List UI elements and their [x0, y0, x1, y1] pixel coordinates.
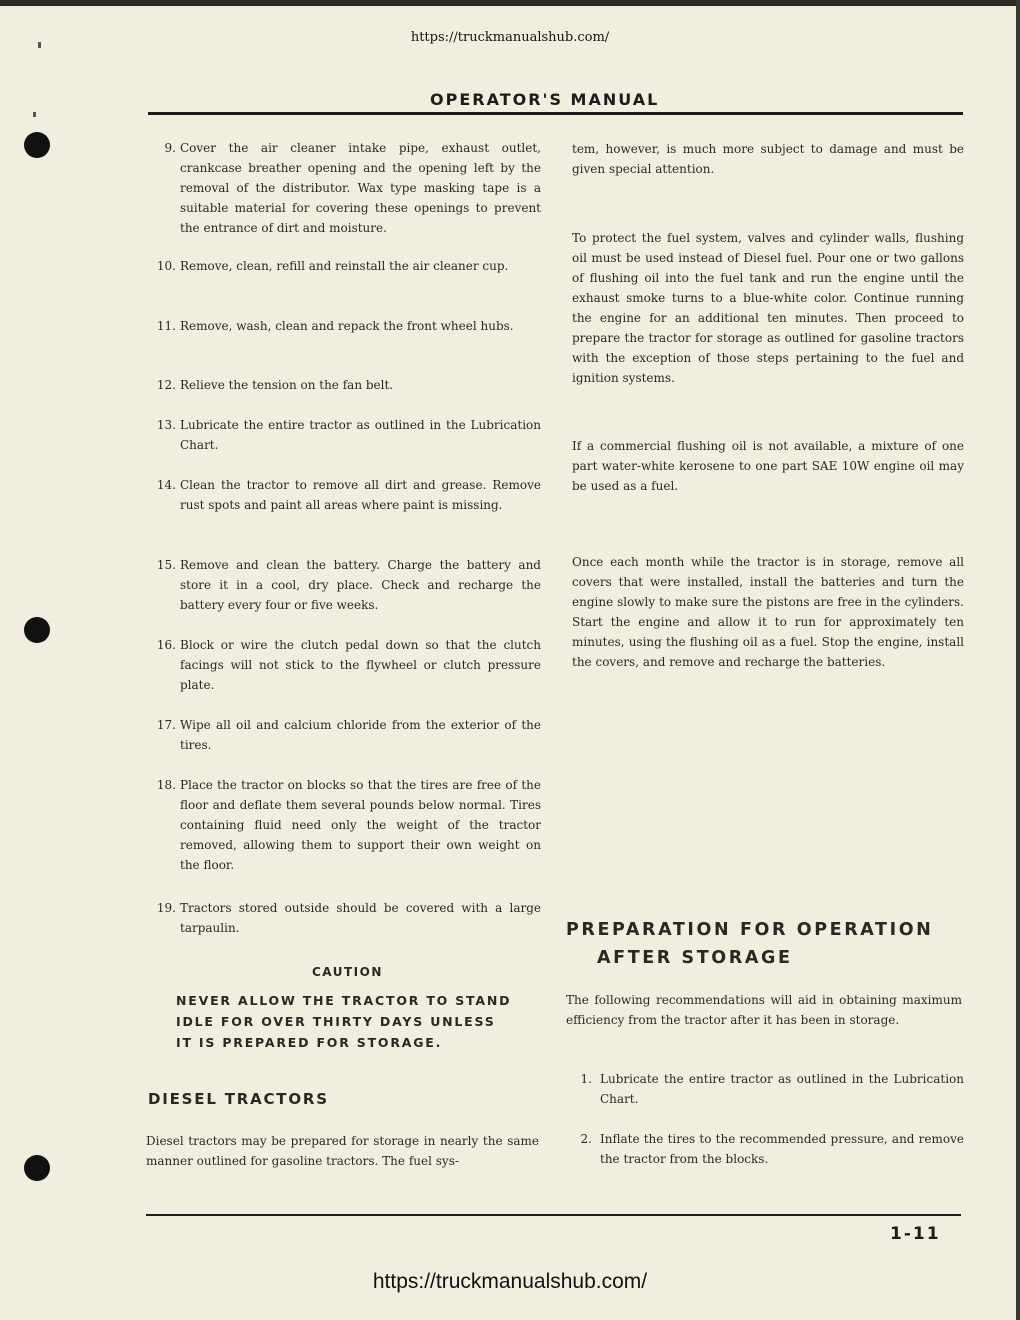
caution-title: CAUTION — [312, 965, 383, 979]
list-item — [146, 475, 541, 515]
list-item — [146, 138, 541, 238]
item-text: Remove, clean, refill and reinstall the air cleaner cup. — [180, 259, 509, 273]
item-text: Remove and clean the battery. Charge the battery and store it in a cool, dry place. Check and recharge the battery every four or five weeks. — [180, 558, 541, 612]
item-number: 18. — [156, 778, 176, 792]
item-number: 12. — [156, 378, 176, 392]
list-item — [146, 555, 541, 615]
item-number: 14. — [156, 478, 176, 492]
item-number: 19. — [156, 901, 176, 915]
item-number: 10. — [156, 259, 176, 273]
item-number: 2. — [580, 1132, 592, 1146]
item-number: 15. — [156, 558, 176, 572]
diesel-paragraph-mixture: If a commercial flushing oil is not available, a mixture of one part water-white kerosene to one part SAE 10W engine oil may be used as a fuel. — [572, 439, 964, 493]
page-header-title: OPERATOR'S MANUAL — [430, 90, 660, 109]
item-text: Lubricate the entire tractor as outlined in the Lubrication Chart. — [600, 1072, 964, 1106]
scan-right-edge — [1016, 0, 1020, 1320]
caution-line: IT IS PREPARED FOR STORAGE. — [176, 1035, 443, 1050]
header-rule — [148, 112, 963, 115]
list-item — [146, 898, 541, 938]
footer-rule — [146, 1214, 961, 1216]
item-text: Inflate the tires to the recommended pressure, and remove the tractor from the blocks. — [600, 1132, 964, 1166]
item-text: Cover the air cleaner intake pipe, exhaust outlet, crankcase breather opening and the opening left by the removal of the distributor. Wax type masking tape is a suitable material for covering these openings to prevent the entrance of dirt and moisture. — [180, 141, 541, 235]
item-text: Tractors stored outside should be covered with a large tarpaulin. — [180, 901, 541, 935]
item-number: 16. — [156, 638, 176, 652]
heading-line: AFTER STORAGE — [597, 948, 793, 968]
binder-hole-middle — [24, 617, 50, 643]
scan-top-edge — [0, 0, 1020, 6]
list-item — [146, 375, 541, 395]
list-item — [572, 1129, 964, 1169]
item-text: Clean the tractor to remove all dirt and grease. Remove rust spots and paint all areas where paint is missing. — [180, 478, 541, 512]
caution-warning — [176, 990, 536, 1053]
item-number: 13. — [156, 418, 176, 432]
binder-hole-bottom — [24, 1155, 50, 1181]
diesel-paragraph-flushing: To protect the fuel system, valves and cylinder walls, flushing oil must be used instead of Diesel fuel. Pour one or two gallons of flushing oil into the fuel tank and run the engine until the exhaust smoke turns to a blue-white color. Continue running the engine for an additional ten minutes. Then proceed to prepare the tractor for storage as outlined for gasoline tractors with the exception of those steps pertaining to the fuel and ignition systems. — [572, 231, 964, 385]
section-heading-diesel: DIESEL TRACTORS — [148, 1090, 329, 1108]
preparation-intro: The following recommendations will aid in obtaining maximum efficiency from the tractor after it has been in storage. — [566, 993, 962, 1027]
diesel-paragraph-start: Diesel tractors may be prepared for storage in nearly the same manner outlined for gasoline tractors. The fuel sys- — [146, 1134, 539, 1168]
item-text: Wipe all oil and calcium chloride from the exterior of the tires. — [180, 718, 541, 752]
list-item — [146, 635, 541, 695]
item-number: 17. — [156, 718, 176, 732]
source-url-bottom[interactable]: https://truckmanualshub.com/ — [372, 1270, 648, 1293]
item-text: Lubricate the entire tractor as outlined in the Lubrication Chart. — [180, 418, 541, 452]
item-number: 1. — [580, 1072, 592, 1086]
diesel-paragraph-continued: tem, however, is much more subject to damage and must be given special attention. — [572, 142, 964, 176]
item-text: Block or wire the clutch pedal down so that the clutch facings will not stick to the flywheel or clutch pressure plate. — [180, 638, 541, 692]
list-item — [146, 415, 541, 455]
binder-hole-top — [24, 132, 50, 158]
scan-speck — [33, 112, 36, 117]
item-text: Relieve the tension on the fan belt. — [180, 378, 394, 392]
list-item — [572, 1069, 964, 1109]
source-url-top[interactable]: https://truckmanualshub.com/ — [410, 30, 610, 45]
item-text: Remove, wash, clean and repack the front wheel hubs. — [180, 319, 514, 333]
diesel-paragraph-monthly: Once each month while the tractor is in storage, remove all covers that were installed, install the batteries and turn the engine slowly to make sure the pistons are free in the cylinders. Start the engine and allow it to run for approximately ten minutes, using the flushing oil as a fuel. Stop the engine, install the covers, and remove and recharge the batteries. — [572, 555, 964, 669]
list-item — [146, 316, 541, 336]
caution-line: NEVER ALLOW THE TRACTOR TO STAND — [176, 993, 512, 1008]
item-text: Place the tractor on blocks so that the tires are free of the floor and deflate them several pounds below normal. Tires containing fluid need only the weight of the tractor removed, allowing them to support their own weight on the floor. — [180, 778, 541, 872]
heading-line: PREPARATION FOR OPERATION — [566, 920, 934, 940]
list-item — [146, 775, 541, 875]
caution-line: IDLE FOR OVER THIRTY DAYS UNLESS — [176, 1014, 496, 1029]
list-item — [146, 256, 541, 276]
section-heading-preparation — [566, 916, 933, 972]
item-number: 9. — [164, 141, 176, 155]
page-number: 1-11 — [890, 1224, 941, 1244]
item-number: 11. — [156, 319, 176, 333]
list-item — [146, 715, 541, 755]
